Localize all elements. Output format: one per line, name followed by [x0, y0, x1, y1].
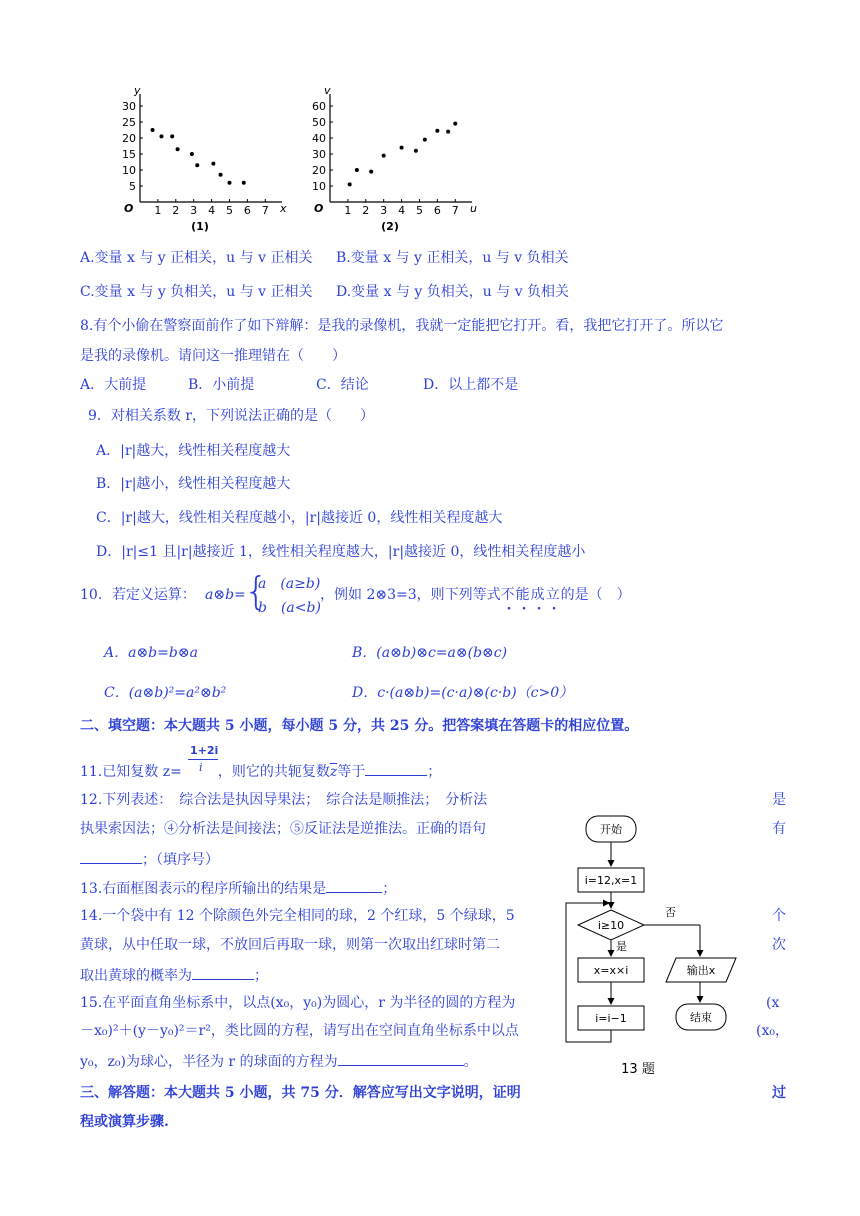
- scatter-point: [151, 128, 155, 132]
- scatter-point: [176, 147, 180, 151]
- q7-option-d: D.变量 x 与 y 负相关，u 与 v 负相关: [336, 284, 570, 300]
- q8-stem-line1: 8.有个小偷在警察面前作了如下辩解：是我的录像机，我就一定能把它打开。看，我把它打开了。所以它: [80, 318, 724, 334]
- y-tick-label: 20: [122, 132, 136, 145]
- plot-caption: (1): [191, 220, 209, 233]
- q10-emphasis-char: 不: [500, 587, 516, 603]
- q10-emphasis-char: 能: [515, 587, 531, 603]
- q13-answer-blank[interactable]: [326, 877, 382, 893]
- scatter-point: [423, 138, 427, 142]
- q11-fraction-bar: [188, 759, 218, 760]
- q8-option-c: C．结论: [316, 377, 369, 393]
- scatter-point: [211, 162, 215, 166]
- scatter-point: [242, 181, 246, 185]
- q15-answer-blank[interactable]: [338, 1050, 464, 1066]
- q13-stem: 13.右面框图表示的程序所输出的结果是 ；: [80, 877, 396, 899]
- q15-line1: 15.在平面直角坐标系中，以点(x₀，y₀)为圆心，r 为半径的圆的方程为: [80, 995, 516, 1011]
- q8-stem-line2: 是我的录像机。请问这一推理错在（ ）: [80, 348, 346, 364]
- y-axis-label: y: [134, 84, 141, 97]
- q11-fraction-denominator: i: [199, 761, 203, 774]
- scatter-point: [195, 163, 199, 167]
- q10-brace: {: [244, 569, 269, 613]
- flowchart-no-label: 否: [665, 906, 676, 919]
- scatter-plot-2: [300, 84, 480, 233]
- flowchart-caption: 13 题: [621, 1062, 655, 1077]
- x-tick-label: 3: [380, 204, 388, 217]
- y-tick-label: 15: [122, 148, 136, 161]
- q10-definition-lhs: a⊗b=: [205, 587, 246, 603]
- q14-line2: 黄球，从中任取一球，不放回后再取一球，则第一次取出红球时第二: [80, 937, 500, 953]
- origin-label: O: [124, 202, 134, 215]
- q15-line2: －x₀)²＋(y－y₀)²＝r²，类比圆的方程，请写出在空间直角坐标系中以点: [80, 1023, 519, 1039]
- q11-stem: 11.已知复数 z= ，则它的共轭复数$\overline{z}$等于 ；: [80, 760, 441, 782]
- y-tick-label: 25: [122, 116, 136, 129]
- q14-line1-end: 个: [772, 908, 786, 924]
- q12-line2-end: 有: [772, 821, 786, 837]
- x-tick-label: 5: [225, 204, 233, 217]
- section-2-heading: 二、填空题：本大题共 5 小题，每小题 5 分，共 25 分。把答案填在答题卡的相应位置。: [80, 718, 639, 734]
- x-tick-label: 7: [261, 204, 269, 217]
- flowchart-output-label: 输出x: [686, 964, 716, 977]
- y-axis-label: v: [324, 84, 331, 97]
- scatter-point: [453, 122, 457, 126]
- q7-option-b: B.变量 x 与 y 正相关，u 与 v 负相关: [336, 250, 569, 266]
- q11-answer-blank[interactable]: [365, 760, 427, 776]
- section-3-heading-line1: 三、解答题：本大题共 5 小题，共 75 分．解答应写出文字说明，证明: [80, 1085, 521, 1101]
- scatter-point: [348, 182, 352, 186]
- y-tick-label: 10: [122, 164, 136, 177]
- q12-answer-blank[interactable]: [80, 848, 142, 864]
- section-3-heading-line1-end: 过: [772, 1085, 786, 1101]
- q14-line3: 取出黄球的概率为 ；: [80, 964, 268, 986]
- scatter-point: [219, 173, 223, 177]
- q11-conjugate-symbol: $\overline{z}$: [329, 764, 338, 780]
- q9-option-c: C．|r|越大，线性相关程度越小，|r|越接近 0，线性相关程度越大: [96, 510, 503, 526]
- y-tick-label: 60: [312, 100, 326, 113]
- scatter-point: [227, 181, 231, 185]
- q14-answer-blank[interactable]: [192, 964, 254, 980]
- scatter-point: [369, 170, 373, 174]
- scatter-point: [190, 152, 194, 156]
- q7-option-c: C.变量 x 与 y 负相关，u 与 v 正相关: [80, 284, 313, 300]
- q8-option-a: A．大前提: [80, 377, 147, 393]
- x-tick-label: 7: [451, 204, 459, 217]
- q12-line1-end: 是: [772, 792, 786, 808]
- x-tick-label: 6: [433, 204, 441, 217]
- q15-line3: y₀，z₀)为球心，半径为 r 的球面的方程为 。: [80, 1050, 478, 1072]
- flowchart-init-label: i=12,x=1: [584, 874, 638, 887]
- x-tick-label: 3: [190, 204, 198, 217]
- q7-option-a: A.变量 x 与 y 正相关，u 与 v 正相关: [80, 250, 313, 266]
- q12-line1: 12.下列表述： 综合法是执因导果法； 综合法是顺推法； 分析法: [80, 792, 488, 808]
- q12-line3: ；（填序号）: [80, 848, 219, 870]
- flowchart-condition-label: i≥10: [597, 919, 625, 932]
- q10-emphasis: [501, 587, 561, 603]
- x-tick-label: 5: [415, 204, 423, 217]
- y-tick-label: 20: [312, 164, 326, 177]
- y-tick-label: 5: [129, 180, 136, 193]
- q10-case-1: a (a≥b): [258, 576, 321, 592]
- y-tick-label: 10: [312, 180, 326, 193]
- q10-example: ，例如 2⊗3=3，则下列等式不能成立的是（ ）: [320, 587, 631, 603]
- scatter-point: [414, 149, 418, 153]
- x-tick-label: 4: [398, 204, 406, 217]
- q12-line2: 执果索因法；④分析法是间接法；⑤反证法是逆推法。正确的语句: [80, 821, 486, 837]
- scatter-point: [382, 154, 386, 158]
- q9-option-b: B．|r|越小，线性相关程度越大: [96, 476, 291, 492]
- q10-emphasis-char: 成: [530, 587, 546, 603]
- scatter-point: [355, 168, 359, 172]
- q11-fraction-numerator: 1+2i: [190, 744, 219, 757]
- q9-option-a: A．|r|越大，线性相关程度越大: [96, 443, 291, 459]
- scatter-point: [159, 134, 163, 138]
- q10-emphasis-char: 立: [545, 587, 561, 603]
- q10-lead: 10．若定义运算：: [80, 587, 196, 603]
- x-tick-label: 1: [154, 204, 162, 217]
- q8-option-b: B．小前提: [188, 377, 255, 393]
- origin-label: O: [314, 202, 324, 215]
- x-axis-label: x: [280, 202, 287, 215]
- y-tick-label: 30: [122, 100, 136, 113]
- section-3-heading-line2: 程或演算步骤.: [80, 1114, 169, 1130]
- x-tick-label: 2: [172, 204, 180, 217]
- y-tick-label: 40: [312, 132, 326, 145]
- flowchart-body-label: x=x×i: [593, 964, 629, 977]
- flowchart-start-label: 开始: [600, 823, 622, 836]
- x-tick-label: 6: [243, 204, 251, 217]
- plot-caption: (2): [381, 220, 399, 233]
- scatter-point: [435, 129, 439, 133]
- flowchart-decrement-label: i=i−1: [595, 1012, 627, 1025]
- q10-option-d: D．c·(a⊗b)=(c·a)⊗(c·b)（c>0）: [352, 685, 574, 701]
- q10-option-a: A．a⊗b=b⊗a: [104, 645, 198, 661]
- x-tick-label: 4: [208, 204, 216, 217]
- x-tick-label: 1: [344, 204, 352, 217]
- scatter-point: [170, 134, 174, 138]
- q9-option-d: D．|r|≤1 且|r|越接近 1，线性相关程度越大，|r|越接近 0，线性相关程度越小: [96, 544, 586, 560]
- q9-stem: 9．对相关系数 r，下列说法正确的是（ ）: [88, 408, 375, 424]
- q10-case-2: b (a<b): [258, 600, 321, 616]
- y-tick-label: 50: [312, 116, 326, 129]
- q15-line1-end: (x: [766, 995, 780, 1011]
- scatter-point: [446, 130, 450, 134]
- flowchart-yes-label: 是: [616, 940, 627, 953]
- q8-option-d: D．以上都不是: [423, 377, 519, 393]
- q10-option-c: C．(a⊗b)²=a²⊗b²: [104, 685, 227, 701]
- x-tick-label: 2: [362, 204, 370, 217]
- x-axis-label: u: [470, 202, 477, 215]
- y-tick-label: 30: [312, 148, 326, 161]
- scatter-point: [400, 146, 404, 150]
- scatter-plot-1: [110, 84, 290, 233]
- q14-line1: 14.一个袋中有 12 个除颜色外完全相同的球，2 个红球，5 个绿球，5: [80, 908, 515, 924]
- flowchart-end-label: 结束: [690, 1011, 712, 1024]
- q15-line2-end: (x₀，: [756, 1023, 789, 1039]
- q14-line2-end: 次: [772, 937, 786, 953]
- flowchart: [560, 810, 760, 1080]
- q10-option-b: B．(a⊗b)⊗c=a⊗(b⊗c): [352, 645, 508, 661]
